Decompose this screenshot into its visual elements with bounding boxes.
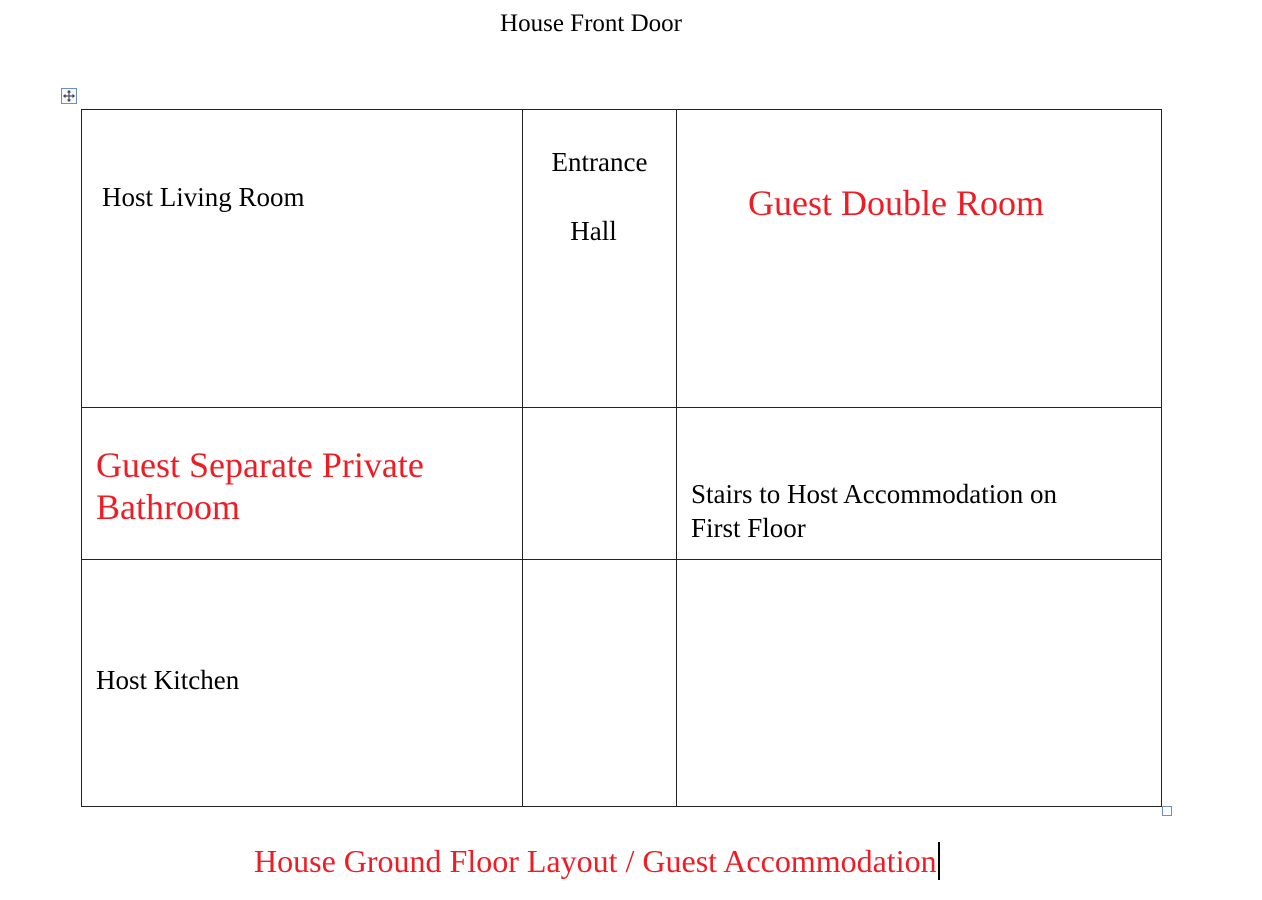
- ground-floor-caption[interactable]: [254, 840, 940, 882]
- table-move-handle-icon[interactable]: [61, 88, 77, 104]
- guest-bathroom-label-line1: Guest Separate Private: [96, 445, 424, 485]
- guest-double-room-cell[interactable]: [677, 110, 1162, 408]
- guest-double-room-label: Guest Double Room: [748, 183, 1044, 223]
- host-living-room-cell[interactable]: [82, 110, 523, 408]
- entrance-hall-cell[interactable]: [523, 110, 677, 408]
- table-resize-handle-icon[interactable]: [1162, 806, 1172, 816]
- hall-middle-cell[interactable]: [523, 408, 677, 560]
- hall-bottom-cell[interactable]: [523, 560, 677, 807]
- stairs-cell[interactable]: [677, 408, 1162, 560]
- entrance-hall-label-line1: Entrance: [551, 147, 648, 177]
- host-living-room-label: Host Living Room: [102, 182, 305, 212]
- floor-plan-table: [81, 109, 1162, 807]
- stairs-label-line1: Stairs to Host Accommodation on: [691, 479, 1057, 509]
- table-row: [82, 408, 1162, 560]
- host-kitchen-label: Host Kitchen: [96, 665, 240, 695]
- table-row: [82, 110, 1162, 408]
- guest-bathroom-label-line2: Bathroom: [96, 487, 240, 527]
- host-kitchen-cell[interactable]: [82, 560, 523, 807]
- entrance-hall-label-line2: Hall: [570, 216, 617, 246]
- table-row: [82, 560, 1162, 807]
- guest-bathroom-cell[interactable]: [82, 408, 523, 560]
- move-arrows-icon: [63, 90, 75, 102]
- text-cursor: [938, 842, 940, 880]
- empty-bottom-right-cell[interactable]: [677, 560, 1162, 807]
- stairs-label-line2: First Floor: [691, 513, 806, 543]
- front-door-heading: House Front Door: [500, 10, 682, 37]
- ground-floor-caption-text: House Ground Floor Layout / Guest Accommodation: [254, 843, 937, 879]
